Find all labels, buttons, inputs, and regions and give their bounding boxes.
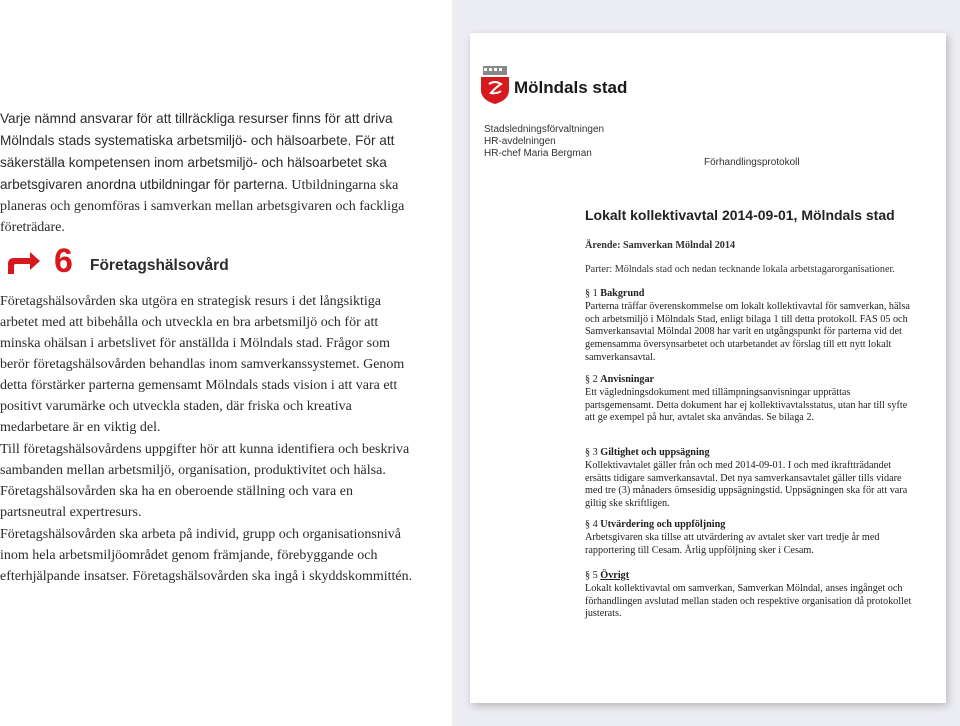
clause-text: Arbetsgivaren ska tillse att utvärdering av avtalet sker vart tredje år med rapportering till Cesam. Årlig uppföljning sker i Cesam. <box>585 531 880 556</box>
document-page <box>470 33 946 703</box>
clause-title: Utvärdering och uppföljning <box>600 519 726 530</box>
clause-4 <box>585 519 913 557</box>
parties-line: Parter: Mölndals stad och nedan tecknande lokala arbetstagarorganisationer. <box>585 264 895 275</box>
clause-number: § 4 <box>585 519 598 530</box>
section-number: 6 <box>54 242 73 280</box>
clause-number: § 1 <box>585 288 598 299</box>
meta-line: HR-chef Maria Bergman <box>484 148 592 159</box>
meta-line: HR-avdelningen <box>484 136 556 147</box>
body-paragraph-3: Företagshälsovården ska arbeta på individ, grupp och organisationsnivå inom hela arbetsmiljöområdet genom främjande, förebyggande och efterhjälpande insatser. Företagshälsovården ska ingå i skyddskommittén. <box>0 527 413 584</box>
meta-line: Stadsledningsförvaltningen <box>484 124 605 135</box>
section-heading <box>6 242 426 282</box>
clause-3 <box>585 447 913 511</box>
clause-text: Parterna träffar överenskommelse om lokalt kollektivavtal för samverkan, hälsa och arbetsmiljö i Mölndals Stad, enligt bilaga 1 till detta protokoll. FAS 05 och Samverkansavtal Mölndal 2008 har varit en utgångspunkt för parterna vid det gemensamma översynsarbetet och utarbetandet av förslag till ett nytt lokalt samverkansavtal. <box>585 300 910 363</box>
document-title: Lokalt kollektivavtal 2014-09-01, Mölndals stad <box>585 207 895 223</box>
city-crest-icon <box>480 66 510 104</box>
clause-title: Bakgrund <box>600 288 645 299</box>
logo-text: Mölndals stad <box>514 78 628 97</box>
body-paragraph-1: Företagshälsovården ska utgöra en strategisk resurs i det långsiktiga arbetet med att bibehålla och utveckla en bra arbetsmiljö och för att minska ohälsan i arbetslivet för anställda i Mölndals stad. Frågor som berör företagshälsovården behandlas inom samverkanssystemet. Genom detta förstärker parterna gemensamt Mölndals stads vision i att vara ett positivt varumärke och utveckla staden, där friska och kreativa medarbetare är en viktig del. <box>0 294 405 435</box>
arrow-icon <box>6 250 42 276</box>
protocol-label: Förhandlingsprotokoll <box>704 157 800 168</box>
clause-text: Lokalt kollektivavtal om samverkan, Samverkan Mölndal, anses ingånget och förhandlingen avslutad mellan staden och respektive organisation då protokollet justerats. <box>585 582 912 620</box>
clause-number: § 3 <box>585 447 598 458</box>
clause-title: Giltighet och uppsägning <box>600 447 710 458</box>
clause-title: Övrigt <box>600 570 630 581</box>
intro-text-b: Utbildningarna ska planeras och genomföras i samverkan mellan arbetsgivaren och fackliga företrädare. <box>0 178 405 235</box>
matter-line: Ärende: Samverkan Mölndal 2014 <box>585 240 736 251</box>
section-title: Företagshälsovård <box>90 257 229 274</box>
clause-number: § 5 <box>585 570 598 581</box>
clause-2 <box>585 374 913 425</box>
clause-5 <box>585 570 913 621</box>
clause-title: Anvisningar <box>600 374 655 385</box>
intro-text-a: Varje nämnd ansvarar för att tillräckliga resurser finns för att driva Mölndals stads systematiska arbetsmiljö- och hälsoarbete. För att säkerställa kompetensen inom arbetsmiljö- och hälsoarbetet ska arbetsgivaren anordna utbildningar för parterna. <box>0 111 395 192</box>
left-page <box>0 0 452 726</box>
clause-text: Kollektivavtalet gäller från och med 2014-09-01. I och med ikraftträdandet ersätts tidigare samverkansavtal. Det nya samverkansavtalet gäller tills vidare med tre (3) månaders ömsesidig uppsägningstid. Uppsägningen ska för att vara giltig ske skriftligen. <box>585 459 908 510</box>
clause-text: Ett vägledningsdokument med tillämpningsanvisningar upprättas partsgemensamt. Detta dokument har ej kollektivavtalsstatus, utan har till syfte att ge exempel på hur, avtalet ska användas. Se bilaga 2. <box>585 386 908 424</box>
body-paragraph-2: Till företagshälsovårdens uppgifter hör att kunna identifiera och beskriva sambanden mellan arbetsmiljö, organisation, produktivitet och hälsa. Företagshälsovården ska ha en oberoende ställning och vara en partsneutral expertresurs. <box>0 442 410 520</box>
clause-number: § 2 <box>585 374 598 385</box>
clause-1 <box>585 288 913 365</box>
sender-meta <box>484 124 604 160</box>
intro-paragraph <box>0 108 420 238</box>
